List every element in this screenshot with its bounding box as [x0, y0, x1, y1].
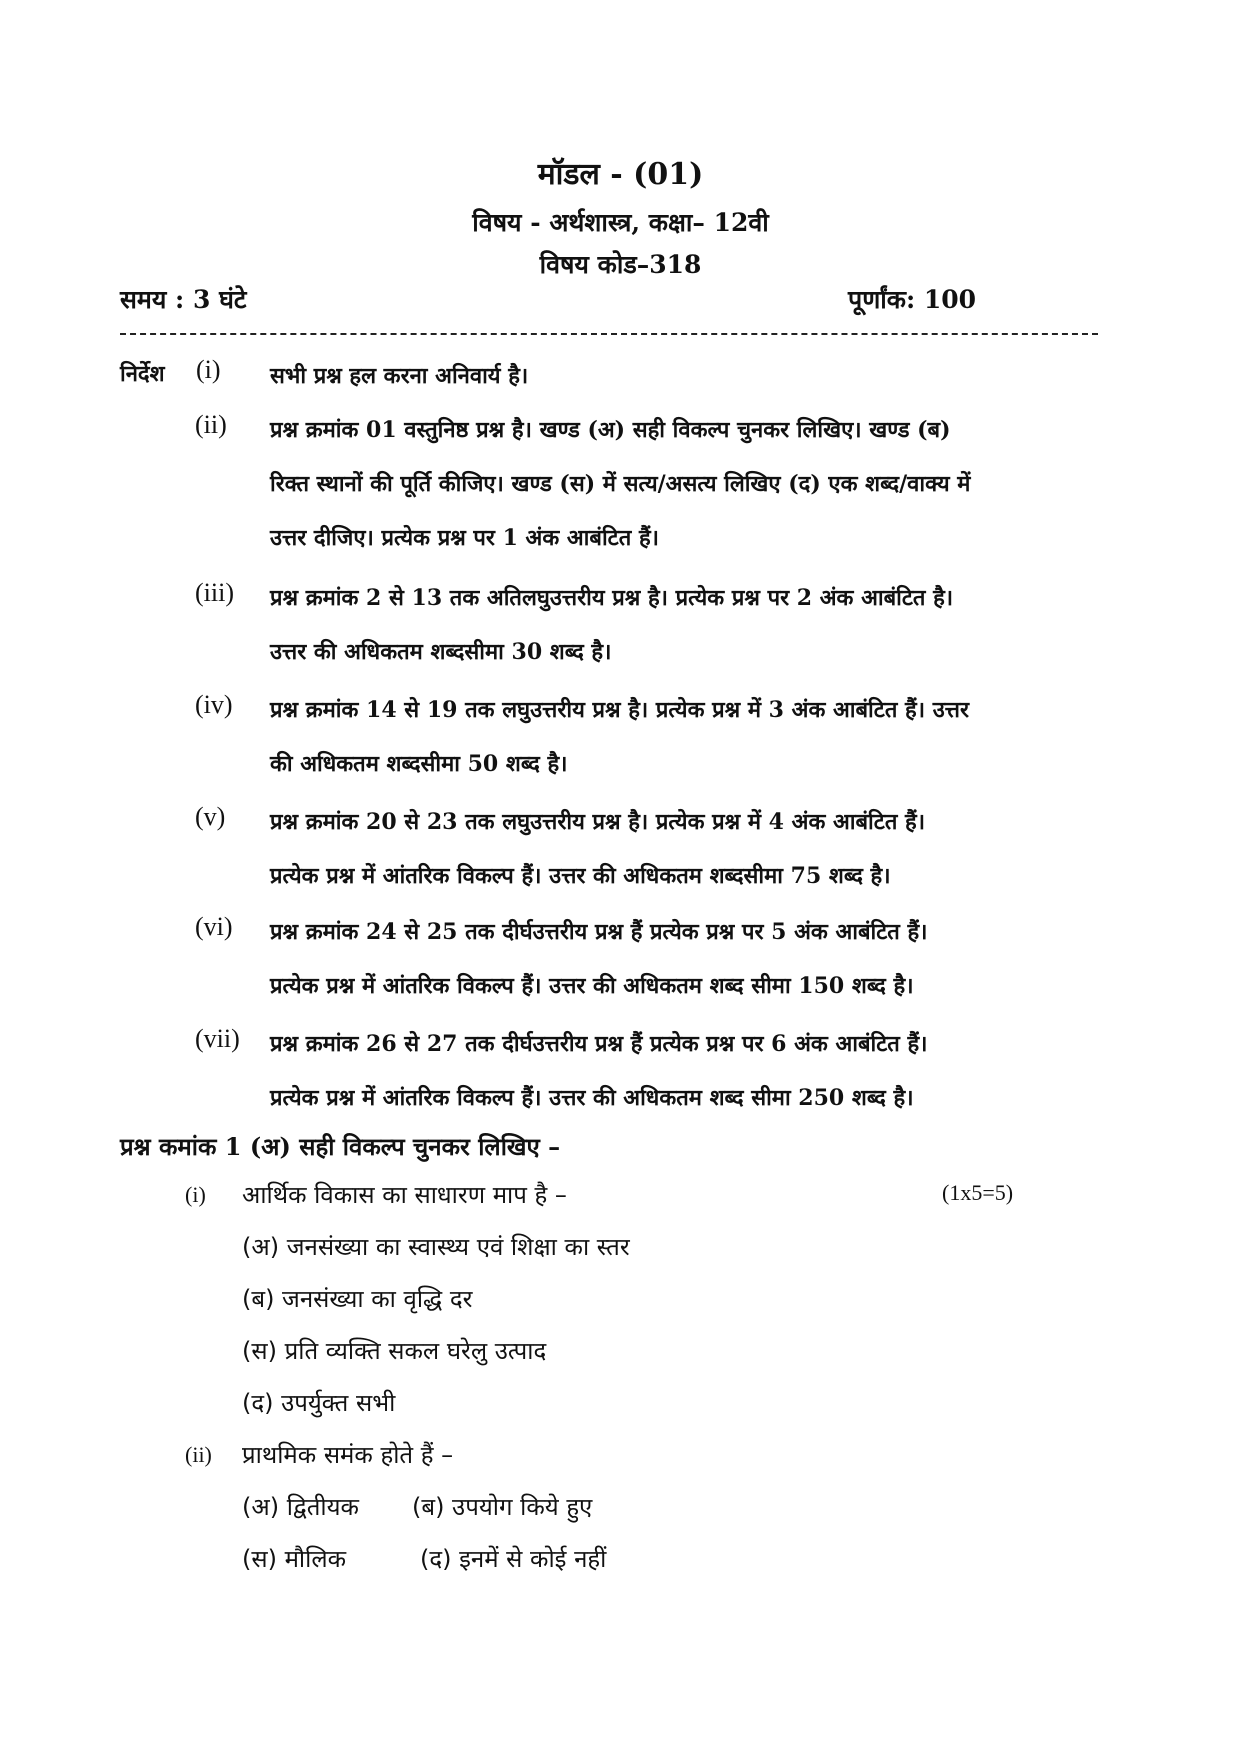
instruction-line: की अधिकतम शब्दसीमा 50 शब्द है। [270, 751, 568, 777]
instruction-line: रिक्त स्थानों की पूर्ति कीजिए। खण्ड (स) में सत्य/असत्य लिखिए (द) एक शब्द/वाक्य में [270, 471, 971, 497]
instruction-number: (ii) [195, 410, 227, 439]
answer-option: (ब) जनसंख्या का वृद्धि दर [242, 1285, 473, 1313]
paper-title: मॉडल - (01) [537, 157, 704, 192]
instruction-line: प्रश्न क्रमांक 14 से 19 तक लघुउत्तरीय प्रश्न है। प्रत्येक प्रश्न में 3 अंक आबंटित हैं। उत्तर [270, 697, 969, 723]
instruction-line: प्रत्येक प्रश्न में आंतरिक विकल्प हैं। उत्तर की अधिकतम शब्द सीमा 250 शब्द है। [270, 1085, 914, 1111]
instruction-line: उत्तर की अधिकतम शब्दसीमा 30 शब्द है। [270, 639, 612, 665]
answer-option: (स) मौलिक [242, 1545, 347, 1573]
answer-option: (द) इनमें से कोई नहीं [420, 1545, 607, 1573]
instruction-line: प्रश्न क्रमांक 20 से 23 तक लघुउत्तरीय प्रश्न है। प्रत्येक प्रश्न में 4 अंक आबंटित हैं। [270, 809, 926, 835]
full-marks: पूर्णांक: 100 [848, 285, 977, 314]
answer-option: (अ) जनसंख्या का स्वास्थ्य एवं शिक्षा का स्तर [242, 1233, 630, 1261]
instruction-number: (v) [195, 802, 226, 831]
question-number: (i) [185, 1182, 206, 1207]
answer-option: (स) प्रति व्यक्ति सकल घरेलु उत्पाद [242, 1337, 547, 1365]
question-text: प्राथमिक समंक होते हैं – [242, 1441, 454, 1469]
subject-code: विषय कोड–318 [539, 250, 702, 279]
question-number: (ii) [185, 1442, 212, 1467]
instruction-number: (vi) [195, 912, 233, 941]
instruction-line: प्रत्येक प्रश्न में आंतरिक विकल्प हैं। उत्तर की अधिकतम शब्दसीमा 75 शब्द है। [270, 863, 891, 889]
instruction-line: प्रश्न क्रमांक 01 वस्तुनिष्ठ प्रश्न है। खण्ड (अ) सही विकल्प चुनकर लिखिए। खण्ड (ब) [270, 417, 951, 443]
subject-line: विषय - अर्थशास्त्र, कक्षा– 12वी [472, 208, 769, 237]
separator-line [120, 333, 1098, 335]
instruction-line: सभी प्रश्न हल करना अनिवार्य है। [270, 363, 529, 389]
instruction-number: (i) [196, 355, 221, 384]
instruction-number: (iv) [195, 690, 233, 719]
instruction-line: प्रत्येक प्रश्न में आंतरिक विकल्प हैं। उत्तर की अधिकतम शब्द सीमा 150 शब्द है। [270, 973, 914, 999]
instructions-label: निर्देश [120, 361, 165, 387]
instruction-line: प्रश्न क्रमांक 26 से 27 तक दीर्घउत्तरीय प्रश्न हैं प्रत्येक प्रश्न पर 6 अंक आबंटित हैं। [270, 1031, 928, 1057]
instruction-number: (iii) [195, 578, 234, 607]
instruction-line: प्रश्न क्रमांक 24 से 25 तक दीर्घउत्तरीय प्रश्न हैं प्रत्येक प्रश्न पर 5 अंक आबंटित हैं। [270, 919, 928, 945]
instruction-number: (vii) [195, 1024, 240, 1053]
question-marks: (1x5=5) [942, 1180, 1014, 1205]
question-text: आर्थिक विकास का साधारण माप है – [242, 1181, 567, 1209]
time-allowed: समय : 3 घंटे [120, 285, 247, 314]
answer-option: (द) उपर्युक्त सभी [242, 1389, 396, 1417]
answer-option: (ब) उपयोग किये हुए [412, 1493, 593, 1521]
section-heading: प्रश्न कमांक 1 (अ) सही विकल्प चुनकर लिखिए – [120, 1132, 561, 1161]
instruction-line: प्रश्न क्रमांक 2 से 13 तक अतिलघुउत्तरीय प्रश्न है। प्रत्येक प्रश्न पर 2 अंक आबंटित है। [270, 585, 954, 611]
answer-option: (अ) द्वितीयक [242, 1493, 359, 1521]
instruction-line: उत्तर दीजिए। प्रत्येक प्रश्न पर 1 अंक आबंटित हैं। [270, 525, 659, 551]
